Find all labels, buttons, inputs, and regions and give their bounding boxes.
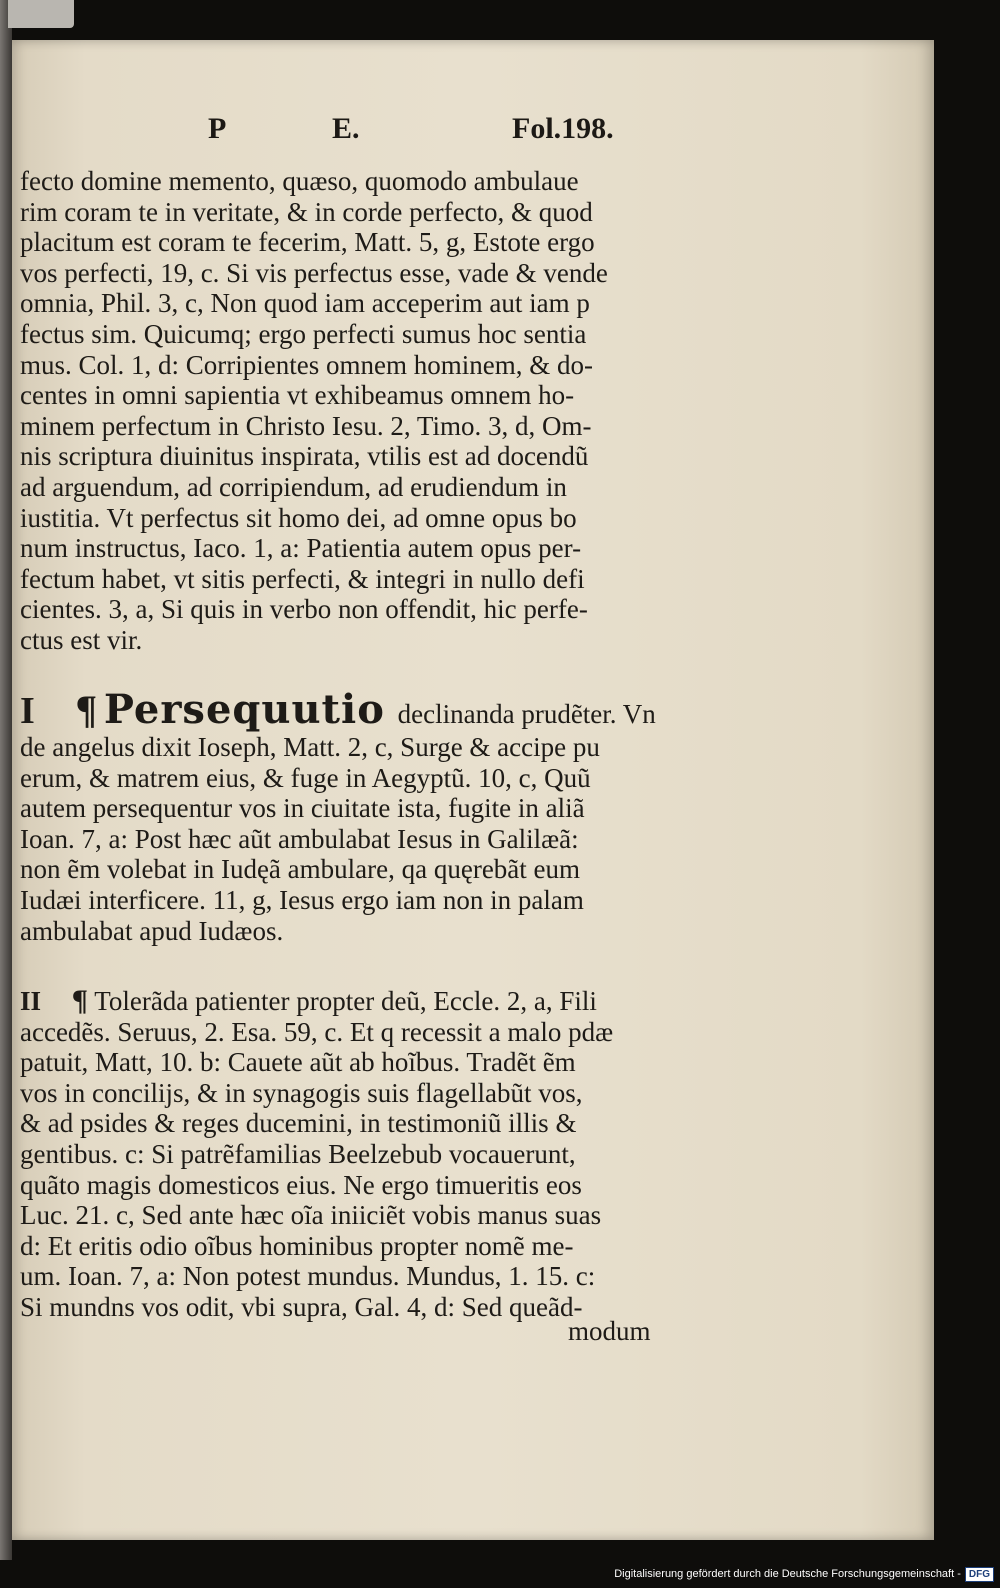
text-line: nis scriptura diuinitus inspirata, vtilis est ad docendũ bbox=[20, 441, 589, 472]
text-line: vos perfecti, 19, c. Si vis perfectus esse, vade & vende bbox=[20, 257, 608, 288]
digitization-credit bbox=[614, 1566, 994, 1582]
text-line: non ẽm volebat in Iudęã ambulare, qa quęrebãt eum bbox=[20, 854, 581, 885]
text-line: iustitia. Vt perfectus sit homo dei, ad omne opus bo bbox=[20, 502, 577, 533]
book-page bbox=[12, 40, 934, 1540]
section-first-line bbox=[20, 986, 675, 1017]
text-line: Luc. 21. c, Sed ante hæc oĩa iniiciẽt vobis manus suas bbox=[20, 1200, 602, 1231]
section-heading-word: Persequutio bbox=[103, 686, 385, 733]
text-line: erum, & matrem eius, & fuge in Aegyptũ. 10, c, Quũ bbox=[20, 762, 591, 793]
text-line: ctus est vir. bbox=[20, 624, 143, 655]
text-line: fectum habet, vt sitis perfecti, & integri in nullo defi bbox=[20, 563, 585, 594]
section-heading-line bbox=[20, 688, 675, 732]
text-line: centes in omni sapientia vt exhibeamus omnem ho- bbox=[20, 380, 575, 411]
book-spine-edge bbox=[0, 0, 12, 1560]
section-numeral: I bbox=[20, 690, 35, 732]
text-line: Tolerãda patienter propter deũ, Eccle. 2, a, Fili bbox=[94, 986, 597, 1016]
text-line: rim coram te in veritate, & in corde perfecto, & quod bbox=[20, 196, 593, 227]
text-line: Si mundns vos odit, vbi supra, Gal. 4, d: Sed queãd- bbox=[20, 1291, 583, 1322]
text-line: cientes. 3, a, Si quis in verbo non offendit, hic perfe- bbox=[20, 594, 588, 625]
text-line: ambulabat apud Iudæos. bbox=[20, 915, 284, 946]
text-line: Ioan. 7, a: Post hæc aũt ambulabat Iesus in Galilæã: bbox=[20, 823, 579, 854]
text-line: fectus sim. Quicumq; ergo perfecti sumus hoc sentia bbox=[20, 318, 587, 349]
header-letter-left: P bbox=[208, 112, 227, 145]
text-line: patuit, Matt, 10. b: Cauete aũt ab hoĩbus. Tradẽt ẽm bbox=[20, 1047, 576, 1078]
text-line: Iudæi interficere. 11, g, Iesus ergo iam non in palam bbox=[20, 884, 584, 915]
running-header bbox=[12, 112, 934, 152]
paragraph-continued bbox=[20, 166, 675, 656]
text-line: num instructus, Iaco. 1, a: Patientia autem opus per- bbox=[20, 533, 582, 564]
pilcrow-icon: ¶ bbox=[75, 687, 98, 732]
text-line: omnia, Phil. 3, c, Non quod iam acceperim aut iam p bbox=[20, 288, 590, 319]
folio-number: Fol.198. bbox=[512, 112, 614, 145]
text-line: de angelus dixit Ioseph, Matt. 2, c, Surge & accipe pu bbox=[20, 732, 600, 762]
text-line: ad arguendum, ad corripiendum, ad erudiendum in bbox=[20, 471, 567, 502]
section-toleranda bbox=[20, 986, 675, 1323]
text-line: mus. Col. 1, d: Corripientes omnem hominem, & do- bbox=[20, 349, 593, 380]
dfg-logo: DFG bbox=[965, 1567, 994, 1582]
text-line: autem persequentur vos in ciuitate ista, fugite in aliã bbox=[20, 793, 585, 824]
catchword: modum bbox=[568, 1316, 651, 1346]
text-line: accedẽs. Seruus, 2. Esa. 59, c. Et q recessit a malo pdæ bbox=[20, 1016, 614, 1047]
text-line: d: Et eritis odio oĩbus hominibus propter nomẽ me- bbox=[20, 1230, 574, 1261]
text-line: placitum est coram te fecerim, Matt. 5, g, Estote ergo bbox=[20, 227, 595, 258]
text-line: minem perfectum in Christo Iesu. 2, Timo. 3, d, Om- bbox=[20, 410, 592, 441]
page-marker-tab bbox=[8, 0, 74, 28]
credit-text: Digitalisierung gefördert durch die Deutsche Forschungsgemeinschaft - bbox=[614, 1568, 961, 1580]
header-letter-middle: E. bbox=[332, 112, 360, 145]
text-line: fecto domine memento, quæso, quomodo ambulaue bbox=[20, 166, 579, 196]
section-persequutio bbox=[20, 688, 675, 946]
text-line: vos in concilijs, & in synagogis suis flagellabũt vos, bbox=[20, 1077, 583, 1108]
text-line: declinanda prudẽter. Vn bbox=[397, 699, 656, 729]
section-numeral: II bbox=[20, 986, 42, 1016]
text-line: & ad psides & reges ducemini, in testimoniũ illis & bbox=[20, 1108, 577, 1139]
text-line: gentibus. c: Si patrẽfamilias Beelzebub vocauerunt, bbox=[20, 1138, 576, 1169]
pilcrow-icon: ¶ bbox=[71, 984, 88, 1017]
text-line: um. Ioan. 7, a: Non potest mundus. Mundus, 1. 15. c: bbox=[20, 1261, 596, 1292]
text-line: quãto magis domesticos eius. Ne ergo timueritis eos bbox=[20, 1169, 582, 1200]
